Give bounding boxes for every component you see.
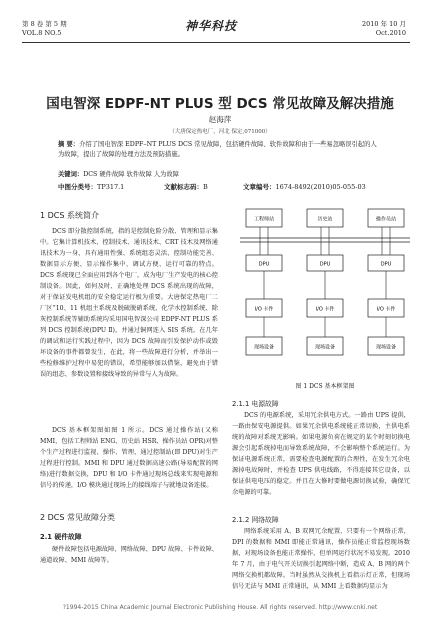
issue-line-cn: 第 8 卷 第 5 期 [22,20,67,28]
clc-value: TP317.1 [97,183,125,191]
field-label-3: 现场设备 [375,344,397,351]
issue-line-en: VOL.8 NO.5 [22,29,62,37]
abstract [58,140,380,160]
field-label-1: 现场设备 [253,344,275,351]
section-2-1-heading: 2.1 硬件故障 [40,533,82,541]
date-line-cn: 2010 年 10 月 [361,20,406,28]
keywords [58,170,380,180]
abstract-label: 摘 要： [58,141,80,148]
node-engineer-label: 工程师站 [253,216,275,223]
field-label-2: 现场设备 [314,344,336,351]
section-2-1-2-para: 网络系统采用 A、B 双网冗余配置，只要有一个网络正常，DPI 的数据和 MMI 即能正常通讯，操作员能正常监控现场数据，对现场设备也能正常操作，但单网运行状况不易发现。2010 年 7 月，由于电气开关切换引起网络中断，造成 A、B 网的两个网络交换机都故障。当时虽然从交换机上看指示灯正常，但现场信号无法与 MMI 正常通讯，从 MMI 上看数据均显示为 [232,528,410,590]
io-label-1: I/O 卡件 [254,306,274,313]
section-1-heading: 1 DCS 系统简介 [40,211,99,220]
journal-logo: 神华科技 [185,19,238,33]
article-title: 国电智深 EDPF-NT PLUS 型 DCS 常见故障及解决措施 [46,96,394,112]
doc-code [164,182,208,191]
date-info [362,20,406,38]
article-number [243,182,366,191]
article-number-label: 文章编号： [243,183,276,191]
section-2-heading: 2 DCS 常见故障分类 [40,513,115,522]
section-2-1-para: 硬件故障包括电源故障、网络故障、DPU 故障、卡件故障、通道故障、MMI 故障等。 [40,546,218,564]
keywords-text: DCS 硬件故障 软件故障 人为故障 [83,171,179,178]
node-history-label: 历史站 [317,216,333,223]
dpu-label-2: DPU [319,261,331,268]
keywords-label: 关键词： [58,171,84,178]
doc-code-value: B [203,183,208,191]
section-2-1-2-heading: 2.1.2 网络故障 [232,516,279,524]
clc-code [58,182,124,191]
article-number-value: 1674-8492(2010)05-055-03 [275,183,366,191]
io-label-2: I/O 卡件 [315,306,335,313]
date-line-en: Oct.2010 [375,29,406,37]
copyright-footer: ?1994-2015 China Academic Journal Electronic Publishing House. All rights reserved. http://www.cnki.net [62,604,378,611]
io-label-3: I/O 卡件 [376,306,396,313]
section-2-1-1-para: DCS 的电源系统，采用冗余供电方式。一路由 UPS 提供，一路由保安电源提供。如果冗余供电系统能正常切换，主供电系统的故障对系统无影响。如果电源负荷在规定的某个时刻切换电源会引起系统掉电而导致系统故障，不会影响整个系统运行。为保证电源系统正常，需要检查电源配置的合理性，在发生冗余电源掉电故障时，并检查 UPS 供电线路，不得连接其它设备，以保证供电电压的稳定。并且在大修时要做电源切换试验，确保冗余电源的可靠。 [232,412,410,496]
section-2-1-1-heading: 2.1.1 电源故障 [232,400,279,408]
dpu-label-1: DPU [258,261,270,268]
section-1-para-2: DCS 基本框架图如图 1 所示。DCS 通过操作站(又称 MMI，包括工程师站 ENG、历史站 HSR、操作员站 OPR)对整个生产过程进行监视、操作、管理，通过控制站(即 DPU)对生产过程进行控制。MMI 和 DPU 通过数据高速公路(导易配置的网络)进行数据交换，DPU 和 I/O 卡件通过现场总线来实现电源和信号的传递，I/O 模块通过现场上的接线端子与就地设备连接。 [40,427,218,489]
article-affiliation: （大唐保定热电厂，河北 保定,071000） [169,129,271,135]
figure-caption: 图 1 DCS 基本框架图 [295,383,355,390]
abstract-text: 介绍了国电智深 EDPF–NT PLUS DCS 常见故障，包括硬件故障、软件故障和由于一些易忽略误引起的人为故障，提出了故障的处理方法及预防措施。 [58,141,377,158]
article-author: 赵海萍 [208,115,232,124]
dcs-framework-diagram [232,203,418,378]
dpu-label-3: DPU [380,261,392,268]
header-rule [22,42,410,43]
issue-info [22,20,67,38]
doc-code-label: 文献标志码： [164,183,203,191]
node-operator-label: 操作员站 [375,216,397,223]
section-1-para-1: DCS 即分散控制系统，指的是控制危险分散、管理和显示集中。它集计算机技术、控制技术、通讯技术、CRT 技术及网络通讯技术为一身，具有通用性强、系统组态灵活、控制功能完善、数据显示方便、显示操作集中、调试方便、运行可靠的特点。DCS 系统现已全面应用到各个电厂，成为电厂生产发电的核心控制设备。因此，如何及时、正确地处理 DCS 系统出现的故障，对于保证发电机组的安全稳定运行极为重要。大唐保定热电厂二厂区“10、11 机组主系统及脱硫脱硝系统、化学水控制系统、除灰控制系统等辅助系统均采用国电智深公司 EDPF-NT PLUS 系列 DCS 控制系统(DPU Ⅱ)，并通过铜网连入 SIS 系统。在几年的调试和运行实践过程中，因为 DCS 故障而引发保护动作或毁坏设备的事件都曾发生，在此，将一些故障进行分析，并举出一些检修维护过程中易犯的错误，希望能够加以借鉴，避免由于错误的组态、参数设置和接线导致的异常与人为故障。 [40,228,218,378]
clc-label: 中图分类号： [58,183,97,191]
